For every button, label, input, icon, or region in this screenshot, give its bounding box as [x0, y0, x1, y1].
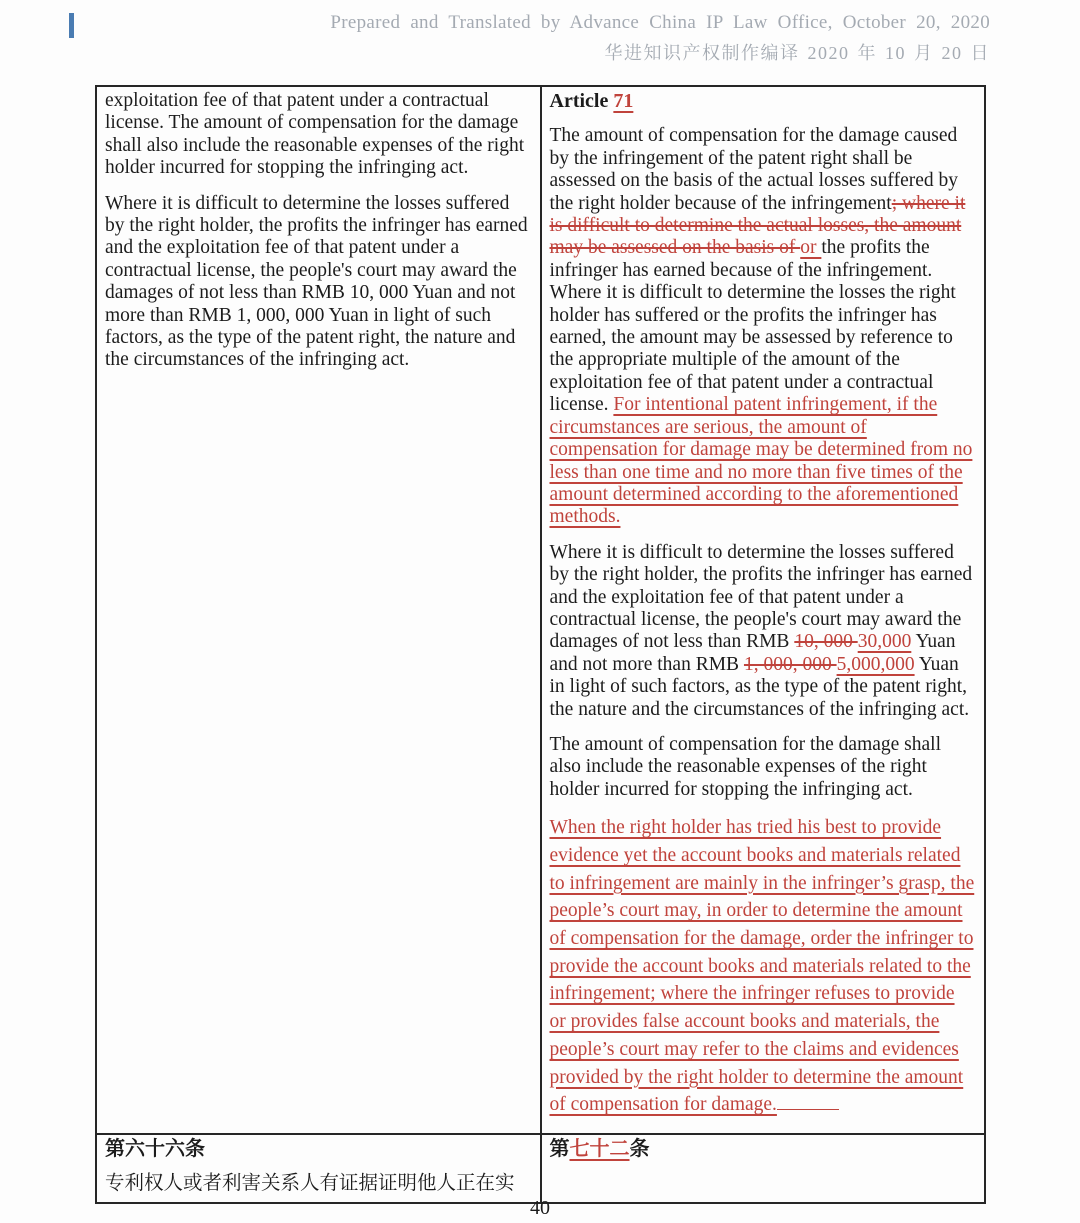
current-law-paragraph-2: Where it is difficult to determine the losses suffered by the right holder, the profits the infringer has earned and the exploitation fee of that patent under a contractual license, the people's court may award the damages of not less than RMB 10, 000 Yuan and not more than RMB 1, 000, 000 Yuan in light of such factors, as the type of the patent right, the nature and the circumstances of the infringing act. — [105, 192, 528, 371]
article-66-body: 专利权人或者利害关系人有证据证明他人正在实 — [105, 1173, 515, 1195]
deleted-amount-run: 10, 000 — [794, 631, 858, 653]
deleted-amount-run: 1, 000, 000 — [743, 653, 837, 675]
trailing-underline — [777, 1092, 839, 1111]
text-run: Yuan and not more than RMB — [549, 631, 956, 675]
inserted-text-run: For intentional patent infringement, if the circumstances are serious, the amount of compensation for damage may be determined from no less than one time and no more than five times of the amount determined according to the aforementioned methods. — [549, 394, 973, 528]
page-number: 40 — [530, 1197, 550, 1219]
table-row-next-article — [96, 1134, 985, 1203]
inserted-text-run: When the right holder has tried his best to provide evidence yet the account books and materials related to infringement are mainly in the infringer’s grasp, the people’s court may, in order to determine the amount of compensation for the damage, order the infringer to provide the account books and materials related to the infringement; where the infringer refuses to provide or provides false account books and materials, the people’s court may refer to the claims and evidences provided by the right holder to determine the amount of compensation for damage. — [549, 817, 975, 1116]
article-label: Article — [549, 90, 609, 112]
cell-next-article-current — [96, 1134, 541, 1203]
inserted-article-number: 七十二 — [569, 1138, 630, 1160]
header-english-line: Prepared and Translated by Advance China IP Law Office, October 20, 2020 — [330, 12, 990, 33]
text-run: 条 — [629, 1138, 650, 1160]
amended-paragraph-4 — [550, 814, 976, 1119]
text-run: the profits the infringer has earned because of the infringement. Where it is difficult to determine the losses the right holder has suffered or the profits the infringer has earned, the amount may be assessed by reference to the appropriate multiple of the amount of the exploitation fee of that patent under a contractual license. — [549, 237, 956, 416]
article-66-heading: 第六十六条 — [105, 1138, 205, 1160]
amended-paragraph-3: The amount of compensation for the damage shall also include the reasonable expenses of the right holder incurred for stopping the infringing act. — [549, 733, 942, 800]
inserted-text-run: or — [800, 237, 822, 259]
text-run: Where it is difficult to determine the losses suffered by the right holder, the profits the infringer has earned and the exploitation fee of that patent under a contractual license, the people's court may award the damages of not less than RMB — [549, 541, 973, 653]
current-law-paragraph-1: exploitation fee of that patent under a contractual license. The amount of compensation for the damage shall also include the reasonable expenses of the right holder incurred for stopping the infringing act. — [105, 90, 525, 179]
page-header — [330, 12, 990, 65]
inserted-amount-run: 30,000 — [857, 631, 912, 653]
cell-next-article-amended — [541, 1134, 986, 1203]
accent-bar — [69, 13, 74, 38]
text-run: Yuan in light of such factors, as the type of the patent right, the nature and the circumstances of the infringing act. — [549, 653, 970, 720]
article-number: 71 — [613, 90, 634, 112]
inserted-amount-run: 5,000,000 — [836, 653, 915, 675]
amended-paragraph-1 — [550, 125, 976, 528]
deleted-text-run: ; where it is difficult to determine the actual losses, the amount may be assessed on the basis of — [549, 192, 966, 259]
cell-amended-law — [541, 86, 986, 1134]
article-heading — [550, 90, 976, 112]
table-row-article-body — [96, 86, 985, 1134]
amended-paragraph-2 — [550, 542, 976, 721]
article-72-heading — [550, 1138, 976, 1160]
cell-current-law — [96, 86, 541, 1134]
text-run: The amount of compensation for the damage caused by the infringement of the patent right shall be assessed on the basis of the actual losses suffered by the right holder because of the infringement — [549, 125, 959, 214]
text-run: 第 — [549, 1138, 570, 1160]
header-chinese-line: 华进知识产权制作编译 2020 年 10 月 20 日 — [604, 43, 990, 63]
law-comparison-table — [95, 85, 986, 1204]
